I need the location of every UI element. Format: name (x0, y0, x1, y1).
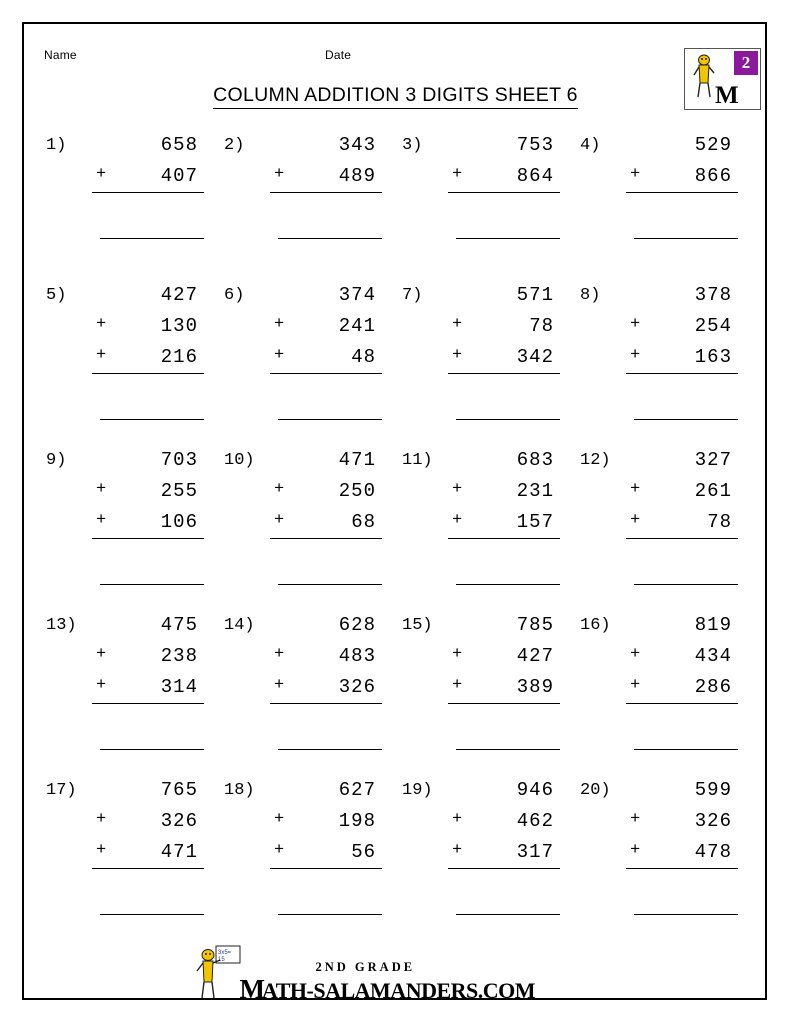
addition-stack (270, 280, 382, 374)
operand-value: 78 (707, 511, 732, 533)
answer-blank[interactable] (456, 584, 560, 585)
operand-value: 571 (516, 284, 554, 306)
addition-stack (92, 280, 204, 374)
operand-value: 407 (160, 165, 198, 187)
plus-sign: + (630, 165, 641, 184)
operand-row (92, 837, 204, 869)
date-label: Date (325, 48, 352, 62)
answer-blank[interactable] (456, 419, 560, 420)
problem-1 (40, 130, 218, 280)
operand-value: 658 (160, 134, 198, 156)
operand-row (270, 837, 382, 869)
operand-row (626, 610, 738, 641)
answer-blank[interactable] (100, 584, 204, 585)
operand-value: 427 (160, 284, 198, 306)
operand-row (626, 641, 738, 672)
operand-value: 471 (338, 449, 376, 471)
problem-9 (40, 445, 218, 610)
logo-letter-m: M (715, 82, 737, 109)
page-title (0, 84, 791, 107)
problem-number: 3) (402, 136, 423, 155)
operand-row (626, 280, 738, 311)
salamander-footer-icon (196, 944, 242, 1000)
plus-sign: + (96, 676, 107, 695)
operand-value: 434 (694, 645, 732, 667)
operand-row (92, 311, 204, 342)
plus-sign: + (274, 645, 285, 664)
operand-row (626, 672, 738, 704)
operand-value: 529 (694, 134, 732, 156)
operand-row (626, 342, 738, 374)
plus-sign: + (630, 346, 641, 365)
addition-stack (626, 775, 738, 869)
addition-stack (270, 610, 382, 704)
operand-row (626, 806, 738, 837)
problem-8 (574, 280, 752, 445)
operand-value: 250 (338, 480, 376, 502)
operand-value: 48 (351, 346, 376, 368)
plus-sign: + (96, 645, 107, 664)
addition-stack (92, 130, 204, 193)
operand-row (270, 775, 382, 806)
operand-row (270, 610, 382, 641)
problem-5 (40, 280, 218, 445)
answer-blank[interactable] (634, 584, 738, 585)
answer-blank[interactable] (100, 749, 204, 750)
operand-value: 946 (516, 779, 554, 801)
addition-stack (270, 130, 382, 193)
operand-value: 326 (694, 810, 732, 832)
plus-sign: + (630, 511, 641, 530)
problem-number: 7) (402, 286, 423, 305)
operand-row (270, 342, 382, 374)
addition-stack (92, 445, 204, 539)
plus-sign: + (96, 841, 107, 860)
footer-website-rest: ATH-SALAMANDERS.COM (261, 978, 536, 1003)
problem-number: 9) (46, 451, 67, 470)
operand-value: 326 (338, 676, 376, 698)
operand-value: 866 (694, 165, 732, 187)
answer-blank[interactable] (278, 914, 382, 915)
operand-value: 255 (160, 480, 198, 502)
operand-value: 627 (338, 779, 376, 801)
operand-value: 785 (516, 614, 554, 636)
plus-sign: + (630, 315, 641, 334)
plus-sign: + (274, 480, 285, 499)
operand-row (92, 280, 204, 311)
operand-value: 374 (338, 284, 376, 306)
problem-number: 2) (224, 136, 245, 155)
operand-row (448, 641, 560, 672)
addition-stack (270, 445, 382, 539)
problem-number: 11) (402, 451, 433, 470)
problem-number: 15) (402, 616, 433, 635)
operand-value: 78 (529, 315, 554, 337)
operand-row (626, 311, 738, 342)
operand-row (626, 161, 738, 193)
plus-sign: + (274, 315, 285, 334)
operand-value: 56 (351, 841, 376, 863)
problem-number: 13) (46, 616, 77, 635)
operand-row (448, 130, 560, 161)
operand-value: 327 (694, 449, 732, 471)
operand-row (448, 476, 560, 507)
plus-sign: + (630, 841, 641, 860)
problem-17 (40, 775, 218, 940)
problem-number: 17) (46, 781, 77, 800)
operand-value: 703 (160, 449, 198, 471)
operand-row (270, 130, 382, 161)
plus-sign: + (274, 841, 285, 860)
addition-stack (448, 280, 560, 374)
plus-sign: + (630, 480, 641, 499)
operand-value: 462 (516, 810, 554, 832)
addition-stack (448, 445, 560, 539)
operand-row (92, 161, 204, 193)
problem-row (40, 445, 752, 610)
plus-sign: + (96, 511, 107, 530)
plus-sign: + (96, 315, 107, 334)
plus-sign: + (274, 165, 285, 184)
operand-row (270, 445, 382, 476)
answer-blank[interactable] (634, 914, 738, 915)
plus-sign: + (630, 810, 641, 829)
operand-value: 471 (160, 841, 198, 863)
footer-website[interactable] (240, 974, 536, 1005)
addition-stack (626, 130, 738, 193)
svg-text:3x5=: 3x5= (217, 950, 231, 956)
problem-10 (218, 445, 396, 610)
plus-sign: + (452, 810, 463, 829)
operand-value: 198 (338, 810, 376, 832)
operand-row (270, 476, 382, 507)
operand-value: 342 (516, 346, 554, 368)
problem-number: 18) (224, 781, 255, 800)
operand-row (626, 476, 738, 507)
addition-stack (626, 280, 738, 374)
operand-row (270, 806, 382, 837)
problem-row (40, 130, 752, 280)
operand-row (270, 641, 382, 672)
operand-value: 106 (160, 511, 198, 533)
answer-blank[interactable] (100, 419, 204, 420)
operand-value: 238 (160, 645, 198, 667)
operand-value: 317 (516, 841, 554, 863)
problem-6 (218, 280, 396, 445)
operand-value: 819 (694, 614, 732, 636)
plus-sign: + (274, 676, 285, 695)
operand-row (448, 311, 560, 342)
answer-blank[interactable] (456, 914, 560, 915)
operand-value: 326 (160, 810, 198, 832)
operand-value: 261 (694, 480, 732, 502)
operand-value: 765 (160, 779, 198, 801)
operand-row (448, 775, 560, 806)
operand-row (92, 445, 204, 476)
problem-number: 14) (224, 616, 255, 635)
operand-row (270, 311, 382, 342)
problem-4 (574, 130, 752, 280)
problem-19 (396, 775, 574, 940)
plus-sign: + (452, 165, 463, 184)
operand-value: 130 (160, 315, 198, 337)
grade-badge: 2 (734, 51, 758, 75)
operand-value: 483 (338, 645, 376, 667)
operand-row (270, 161, 382, 193)
addition-stack (92, 610, 204, 704)
operand-row (626, 507, 738, 539)
operand-value: 163 (694, 346, 732, 368)
problem-grid (40, 130, 752, 940)
problem-row (40, 775, 752, 940)
answer-blank[interactable] (456, 238, 560, 239)
problem-18 (218, 775, 396, 940)
answer-blank[interactable] (278, 584, 382, 585)
plus-sign: + (630, 645, 641, 664)
operand-row (270, 507, 382, 539)
plus-sign: + (452, 480, 463, 499)
addition-stack (626, 610, 738, 704)
answer-blank[interactable] (100, 914, 204, 915)
problem-number: 1) (46, 136, 67, 155)
operand-row (448, 610, 560, 641)
plus-sign: + (96, 480, 107, 499)
problem-number: 4) (580, 136, 601, 155)
operand-row (92, 342, 204, 374)
svg-text:15: 15 (217, 957, 225, 963)
addition-stack (448, 610, 560, 704)
answer-blank[interactable] (634, 238, 738, 239)
operand-value: 286 (694, 676, 732, 698)
plus-sign: + (96, 165, 107, 184)
plus-sign: + (452, 346, 463, 365)
operand-row (92, 775, 204, 806)
addition-stack (448, 775, 560, 869)
operand-row (626, 775, 738, 806)
operand-value: 475 (160, 614, 198, 636)
plus-sign: + (274, 346, 285, 365)
operand-row (448, 161, 560, 193)
problem-11 (396, 445, 574, 610)
problem-7 (396, 280, 574, 445)
footer-grade-label: 2ND GRADE (315, 960, 416, 974)
operand-value: 478 (694, 841, 732, 863)
problem-12 (574, 445, 752, 610)
plus-sign: + (452, 645, 463, 664)
problem-15 (396, 610, 574, 775)
operand-value: 628 (338, 614, 376, 636)
operand-value: 427 (516, 645, 554, 667)
operand-row (92, 476, 204, 507)
operand-row (626, 445, 738, 476)
operand-value: 489 (338, 165, 376, 187)
operand-value: 254 (694, 315, 732, 337)
answer-blank[interactable] (634, 419, 738, 420)
operand-row (448, 445, 560, 476)
operand-value: 599 (694, 779, 732, 801)
operand-value: 216 (160, 346, 198, 368)
operand-row (626, 837, 738, 869)
plus-sign: + (452, 511, 463, 530)
problem-2 (218, 130, 396, 280)
operand-row (92, 806, 204, 837)
addition-stack (270, 775, 382, 869)
operand-row (92, 610, 204, 641)
operand-value: 389 (516, 676, 554, 698)
operand-row (92, 507, 204, 539)
operand-value: 343 (338, 134, 376, 156)
plus-sign: + (274, 511, 285, 530)
problem-row (40, 610, 752, 775)
addition-stack (626, 445, 738, 539)
addition-stack (92, 775, 204, 869)
operand-value: 157 (516, 511, 554, 533)
problem-number: 5) (46, 286, 67, 305)
operand-value: 314 (160, 676, 198, 698)
answer-blank[interactable] (278, 419, 382, 420)
operand-value: 753 (516, 134, 554, 156)
operand-row (448, 672, 560, 704)
operand-row (270, 280, 382, 311)
problem-number: 6) (224, 286, 245, 305)
problem-16 (574, 610, 752, 775)
worksheet-footer (0, 938, 791, 1008)
operand-row (92, 641, 204, 672)
answer-blank[interactable] (278, 238, 382, 239)
plus-sign: + (274, 810, 285, 829)
plus-sign: + (96, 810, 107, 829)
operand-row (448, 342, 560, 374)
operand-row (92, 672, 204, 704)
problem-20 (574, 775, 752, 940)
answer-blank[interactable] (634, 749, 738, 750)
operand-value: 231 (516, 480, 554, 502)
problem-number: 19) (402, 781, 433, 800)
plus-sign: + (452, 841, 463, 860)
operand-value: 378 (694, 284, 732, 306)
operand-row (448, 507, 560, 539)
problem-number: 10) (224, 451, 255, 470)
operand-row (448, 280, 560, 311)
problem-row (40, 280, 752, 445)
problem-13 (40, 610, 218, 775)
plus-sign: + (630, 676, 641, 695)
operand-value: 68 (351, 511, 376, 533)
answer-blank[interactable] (456, 749, 560, 750)
plus-sign: + (96, 346, 107, 365)
operand-row (626, 130, 738, 161)
answer-blank[interactable] (278, 749, 382, 750)
problem-number: 8) (580, 286, 601, 305)
footer-website-prefix: M (239, 974, 262, 1004)
operand-value: 241 (338, 315, 376, 337)
answer-blank[interactable] (100, 238, 204, 239)
problem-number: 16) (580, 616, 611, 635)
problem-14 (218, 610, 396, 775)
operand-row (270, 672, 382, 704)
operand-row (448, 806, 560, 837)
operand-value: 864 (516, 165, 554, 187)
problem-number: 20) (580, 781, 611, 800)
operand-row (92, 130, 204, 161)
plus-sign: + (452, 315, 463, 334)
name-label: Name (44, 48, 77, 62)
operand-value: 683 (516, 449, 554, 471)
operand-row (448, 837, 560, 869)
addition-stack (448, 130, 560, 193)
problem-number: 12) (580, 451, 611, 470)
problem-3 (396, 130, 574, 280)
page-title-text: COLUMN ADDITION 3 DIGITS SHEET 6 (213, 84, 578, 109)
plus-sign: + (452, 676, 463, 695)
